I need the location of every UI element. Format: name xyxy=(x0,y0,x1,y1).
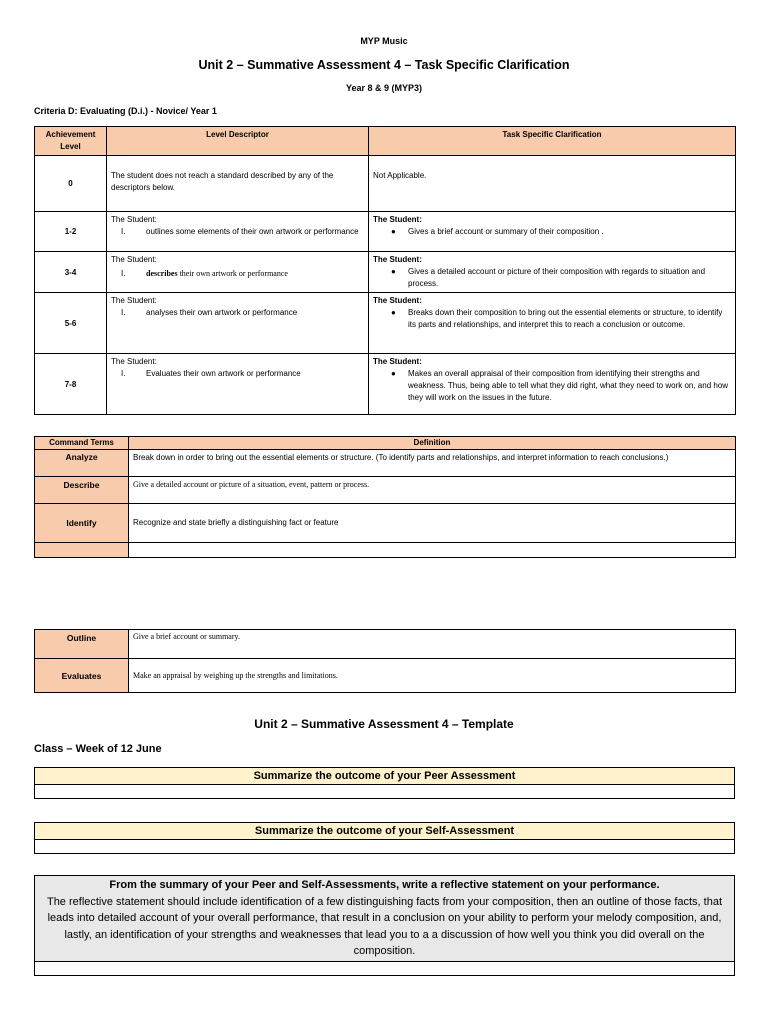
task-clarification xyxy=(369,212,736,252)
list-marker: I. xyxy=(121,227,126,236)
reflective-statement-response[interactable] xyxy=(35,961,735,975)
descriptor-text: analyses their own artwork or performance xyxy=(146,308,298,317)
command-term: Analyze xyxy=(35,450,129,477)
command-definition xyxy=(129,543,736,558)
level-descriptor xyxy=(107,212,369,252)
command-term-row-empty xyxy=(35,543,736,558)
command-term xyxy=(35,543,129,558)
clarification-item xyxy=(373,266,731,290)
rubric-table xyxy=(34,126,736,415)
peer-assessment-response[interactable] xyxy=(35,785,735,799)
command-definition: Give a detailed account or picture of a situation, event, pattern or process. xyxy=(129,477,736,504)
command-term: Evaluates xyxy=(35,659,129,693)
self-assessment-heading: Summarize the outcome of your Self-Assessment xyxy=(35,823,735,840)
rubric-row-7-8 xyxy=(35,354,736,415)
reflective-statement-body: The reflective statement should include identification of a few distinguishing facts from your composition, then an outline of those facts, that leads into detailed account of your overall performance, that result in a conclusion on your ability to perform your melody composition, and, lastly, an identification of your strengths and weaknesses that lead you to a a discussion of how well you think you did overall on the composition. xyxy=(46,895,723,957)
command-definition: Recognize and state briefly a distinguishing fact or feature xyxy=(129,504,736,543)
task-clarification xyxy=(369,293,736,354)
header-level-descriptor: Level Descriptor xyxy=(107,127,369,156)
descriptor-intro: The Student: xyxy=(111,296,157,305)
command-term-row xyxy=(35,659,736,693)
clarification-text: Not Applicable. xyxy=(373,171,427,180)
clarification-item xyxy=(373,226,731,238)
class-week-label: Class – Week of 12 June xyxy=(34,743,162,755)
descriptor-item xyxy=(111,368,364,380)
bullet-icon: ● xyxy=(391,227,396,236)
rubric-row-1-2 xyxy=(35,212,736,252)
criteria-label: Criteria D: Evaluating (D.i.) - Novice/ Year 1 xyxy=(34,106,217,116)
command-terms-header-row xyxy=(35,437,736,450)
header-command-terms: Command Terms xyxy=(35,437,129,450)
command-term-row xyxy=(35,450,736,477)
header-achievement-level: Achievement Level xyxy=(35,127,107,156)
level-descriptor xyxy=(107,156,369,212)
command-term: Identify xyxy=(35,504,129,543)
descriptor-item xyxy=(111,268,364,280)
clarification-intro: The Student: xyxy=(373,296,422,305)
command-definition: Make an appraisal by weighing up the strengths and limitations. xyxy=(129,659,736,693)
header-definition: Definition xyxy=(129,437,736,450)
clarification-intro: The Student: xyxy=(373,255,422,264)
descriptor-text: The student does not reach a standard described by any of the descriptors below. xyxy=(111,171,334,192)
descriptor-intro: The Student: xyxy=(111,357,157,366)
clarification-intro: The Student: xyxy=(373,357,422,366)
command-definition: Give a brief account or summary. xyxy=(129,630,736,659)
bullet-icon: ● xyxy=(391,267,396,276)
rubric-row-3-4 xyxy=(35,252,736,293)
clarification-text: Makes an overall appraisal of their composition from identifying their strengths and weakness. Thus, being able to tell what they did right, what they need to work on, and how they will work on the issues in the future. xyxy=(408,369,729,402)
reflective-statement-box xyxy=(34,875,735,976)
list-marker: I. xyxy=(121,308,126,317)
level-value: 7-8 xyxy=(35,354,107,415)
level-value: 1-2 xyxy=(35,212,107,252)
level-descriptor xyxy=(107,252,369,293)
level-value: 5-6 xyxy=(35,293,107,354)
command-definition: Break down in order to bring out the essential elements or structure. (To identify parts and relationships, and interpret information to reach conclusions.) xyxy=(129,450,736,477)
command-term-row xyxy=(35,630,736,659)
clarification-item xyxy=(373,307,731,331)
descriptor-intro: The Student: xyxy=(111,255,157,264)
command-term-row xyxy=(35,477,736,504)
level-descriptor xyxy=(107,354,369,415)
header-task-clarification: Task Specific Clarification xyxy=(369,127,736,156)
reflective-statement-heading: From the summary of your Peer and Self-Assessments, write a reflective statement on your performance. xyxy=(109,879,660,891)
bullet-icon: ● xyxy=(391,308,396,317)
command-terms-table xyxy=(34,436,736,558)
peer-assessment-heading: Summarize the outcome of your Peer Assessment xyxy=(35,768,735,785)
year-label: Year 8 & 9 (MYP3) xyxy=(345,83,423,93)
reflective-statement-instructions xyxy=(35,876,735,962)
descriptor-keyword: describes xyxy=(146,269,178,278)
command-term: Describe xyxy=(35,477,129,504)
task-clarification xyxy=(369,252,736,293)
descriptor-text: outlines some elements of their own artwork or performance xyxy=(146,227,359,236)
peer-assessment-box xyxy=(34,767,735,799)
rubric-header-row xyxy=(35,127,736,156)
document-subject: MYP Music xyxy=(360,36,408,46)
list-marker: I. xyxy=(121,369,126,378)
bullet-icon: ● xyxy=(391,369,396,378)
rubric-row-0 xyxy=(35,156,736,212)
level-descriptor xyxy=(107,293,369,354)
clarification-text: Gives a brief account or summary of their composition . xyxy=(408,227,604,236)
descriptor-intro: The Student: xyxy=(111,215,157,224)
list-marker: I. xyxy=(121,269,126,278)
command-terms-table-2 xyxy=(34,629,736,693)
clarification-text: Breaks down their composition to bring out the essential elements or structure, to identify its parts and relationships, and interpret this to reach a conclusion or outcome. xyxy=(408,308,723,329)
self-assessment-response[interactable] xyxy=(35,840,735,854)
document-title: Unit 2 – Summative Assessment 4 – Task Specific Clarification xyxy=(198,58,570,72)
self-assessment-box xyxy=(34,822,735,854)
descriptor-item xyxy=(111,226,364,238)
task-clarification xyxy=(369,156,736,212)
clarification-item xyxy=(373,368,731,404)
level-value: 0 xyxy=(35,156,107,212)
template-title: Unit 2 – Summative Assessment 4 – Template xyxy=(254,717,514,731)
descriptor-text: Evaluates their own artwork or performance xyxy=(146,369,301,378)
command-term-row xyxy=(35,504,736,543)
task-clarification xyxy=(369,354,736,415)
rubric-row-5-6 xyxy=(35,293,736,354)
command-term: Outline xyxy=(35,630,129,659)
clarification-intro: The Student: xyxy=(373,215,422,224)
level-value: 3-4 xyxy=(35,252,107,293)
descriptor-text: their own artwork or performance xyxy=(177,269,288,278)
clarification-text: Gives a detailed account or picture of their composition with regards to situation and process. xyxy=(408,267,706,288)
descriptor-item xyxy=(111,307,364,319)
